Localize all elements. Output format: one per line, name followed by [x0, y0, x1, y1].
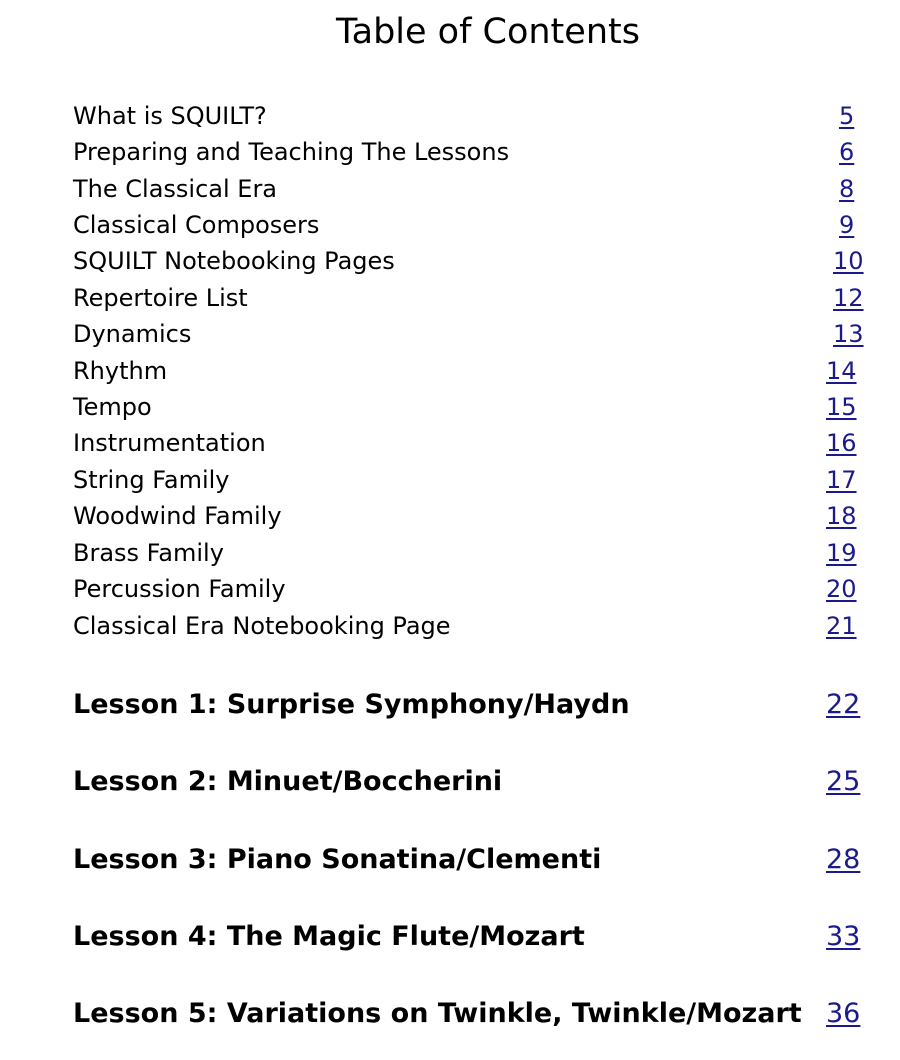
toc-entry — [73, 207, 863, 243]
toc-page-link[interactable]: 6 — [839, 138, 855, 166]
toc-entry — [73, 608, 863, 644]
toc-page-link[interactable]: 36 — [826, 998, 861, 1029]
toc-entry — [73, 535, 863, 571]
toc-entry — [73, 571, 863, 607]
toc-page-link[interactable]: 8 — [839, 175, 855, 203]
toc-page-link[interactable]: 22 — [826, 689, 861, 720]
toc-entry — [73, 462, 863, 498]
toc-entry-label: Brass Family — [73, 539, 224, 567]
toc-entry — [73, 243, 863, 279]
toc-entry-label: Tempo — [73, 393, 152, 421]
page-title: Table of Contents — [336, 12, 640, 52]
toc-page-link[interactable]: 25 — [826, 766, 861, 797]
toc-page-link[interactable]: 10 — [833, 247, 864, 275]
toc-entry — [73, 498, 863, 534]
toc-page-link[interactable]: 33 — [826, 921, 861, 952]
toc-entry-label: Classical Era Notebooking Page — [73, 612, 451, 640]
toc-page-link[interactable]: 13 — [833, 320, 864, 348]
toc-page-link[interactable]: 16 — [826, 429, 857, 457]
toc-lesson-label: Lesson 2: Minuet/Boccherini — [73, 766, 503, 797]
toc-entry — [73, 389, 863, 425]
toc-page-link[interactable]: 17 — [826, 466, 857, 494]
toc-entry — [73, 425, 863, 461]
toc-entry-label: Percussion Family — [73, 575, 286, 603]
toc-entry-label: The Classical Era — [73, 175, 278, 203]
toc-entry-label: String Family — [73, 466, 230, 494]
toc-entry-label: Rhythm — [73, 357, 168, 385]
toc-lesson-entry — [73, 996, 863, 1032]
toc-entry — [73, 353, 863, 389]
toc-page-link[interactable]: 18 — [826, 502, 857, 530]
toc-lesson-label: Lesson 5: Variations on Twinkle, Twinkle/Mozart — [73, 998, 802, 1029]
toc-entry-label: Dynamics — [73, 320, 192, 348]
toc-entry — [73, 280, 863, 316]
toc-entry-label: Repertoire List — [73, 284, 248, 312]
toc-lesson-label: Lesson 1: Surprise Symphony/Haydn — [73, 689, 630, 720]
toc-lesson-label: Lesson 4: The Magic Flute/Mozart — [73, 921, 585, 952]
toc-entry — [73, 134, 863, 170]
toc-entry — [73, 171, 863, 207]
toc-entry-label: What is SQUILT? — [73, 102, 267, 130]
toc-entry-label: Preparing and Teaching The Lessons — [73, 138, 510, 166]
toc-page-link[interactable]: 20 — [826, 575, 857, 603]
toc-lesson-entry — [73, 687, 863, 723]
toc-lesson-entry — [73, 919, 863, 955]
toc-page-link[interactable]: 15 — [826, 393, 857, 421]
toc-entry — [73, 98, 863, 134]
toc-entry-label: Instrumentation — [73, 429, 266, 457]
toc-entry — [73, 316, 863, 352]
toc-entry-label: Classical Composers — [73, 211, 320, 239]
toc-page-link[interactable]: 28 — [826, 844, 861, 875]
toc-lesson-label: Lesson 3: Piano Sonatina/Clementi — [73, 844, 602, 875]
toc-entry-label: Woodwind Family — [73, 502, 282, 530]
toc-page-link[interactable]: 9 — [839, 211, 855, 239]
toc-lesson-entry — [73, 764, 863, 800]
toc-lesson-entry — [73, 842, 863, 878]
toc-page-link[interactable]: 12 — [833, 284, 864, 312]
toc-page-link[interactable]: 5 — [839, 102, 855, 130]
toc-entry-label: SQUILT Notebooking Pages — [73, 247, 395, 275]
toc-page-link[interactable]: 19 — [826, 539, 857, 567]
toc-page-link[interactable]: 14 — [826, 357, 857, 385]
toc-page-link[interactable]: 21 — [826, 612, 857, 640]
